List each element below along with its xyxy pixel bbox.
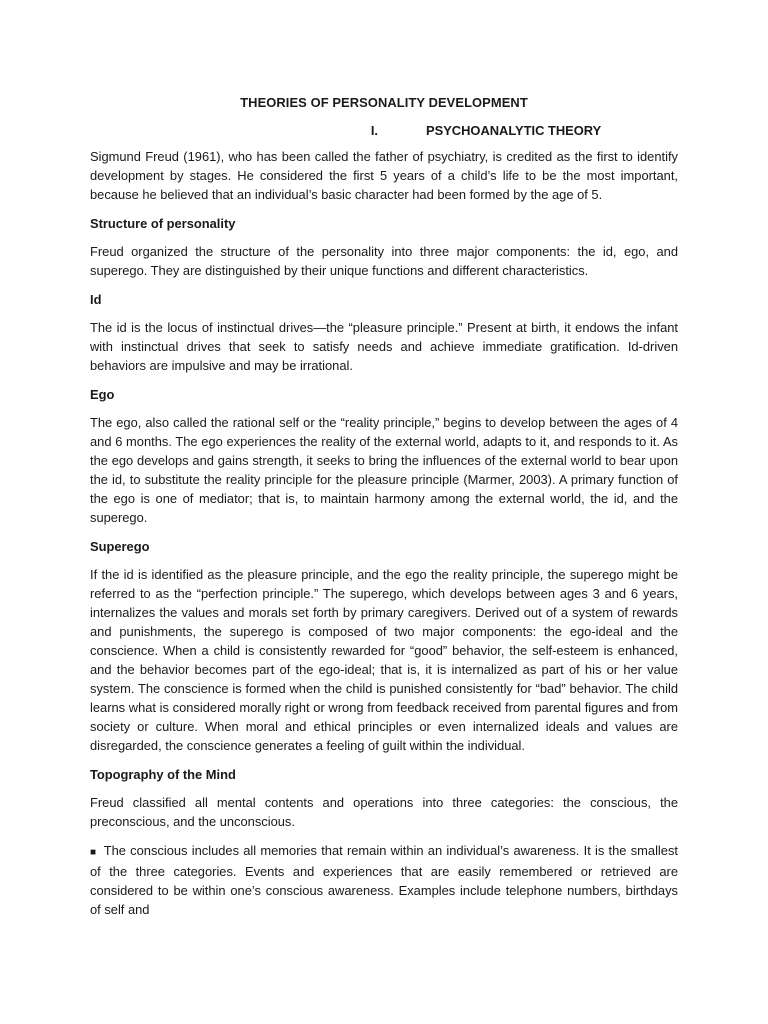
section-number: I. [370,123,378,138]
section-title: PSYCHOANALYTIC THEORY [426,123,602,138]
structure-heading: Structure of personality [90,215,236,231]
topography-paragraph: Freud classified all mental contents and operations into three categories: the conscious, the preconscious, and the unconscious. [90,795,678,829]
bullet-square-icon: ■ [90,846,97,858]
ego-heading: Ego [90,386,115,402]
conscious-bullet-item [90,841,678,919]
superego-heading: Superego [90,538,150,554]
document-title: THEORIES OF PERSONALITY DEVELOPMENT [240,95,528,110]
id-paragraph: The id is the locus of instinctual drives—the “pleasure principle.” Present at birth, it endows the infant with instinctual drives that seek to satisfy needs and achieve immediate gratification. Id-driven behaviors are impulsive and may be irrational. [90,320,678,373]
ego-paragraph: The ego, also called the rational self or the “reality principle,” begins to develop between the ages of 4 and 6 months. The ego experiences the reality of the external world, adapts to it, and responds to it. As the ego develops and gains strength, it seeks to bring the influences of the external world to bear upon the id, to substitute the reality principle for the pleasure principle (Marmer, 2003). A primary function of the ego is one of mediator; that is, to maintain harmony among the external world, the id, and the superego. [90,415,678,525]
id-heading: Id [90,291,102,307]
topography-heading: Topography of the Mind [90,766,236,782]
superego-paragraph: If the id is identified as the pleasure principle, and the ego the reality principle, the superego might be referred to as the “perfection principle.” The superego, which develops between ages 3 and 6 years, internalizes the values and morals set forth by primary caregivers. Derived out of a system of rewards and punishments, the superego is composed of two major components: the ego-ideal and the conscience. When a child is consistently rewarded for “good” behavior, the self-esteem is enhanced, and the behavior becomes part of the ego-ideal; that is, it is internalized as part of his or her value system. The conscience is formed when the child is punished consistently for “bad” behavior. The child learns what is considered morally right or wrong from feedback received from parental figures and from society or culture. When moral and ethical principles or even internalized ideals and values are disregarded, the conscience generates a feeling of guilt within the individual. [90,567,678,753]
intro-paragraph: Sigmund Freud (1961), who has been called the father of psychiatry, is credited as the first to identify development by stages. He considered the first 5 years of a child’s life to be the most important, because he believed that an individual’s basic character had been formed by the age of 5. [90,149,678,202]
conscious-paragraph: The conscious includes all memories that remain within an individual’s awareness. It is the smallest of the three categories. Events and experiences that are easily remembered or retrieved are considered to be within one’s conscious awareness. Examples include telephone numbers, birthdays of self and [90,842,678,917]
structure-paragraph: Freud organized the structure of the personality into three major components: the id, ego, and superego. They are distinguished by their unique functions and different characteristics. [90,244,678,278]
section-heading [90,121,678,140]
